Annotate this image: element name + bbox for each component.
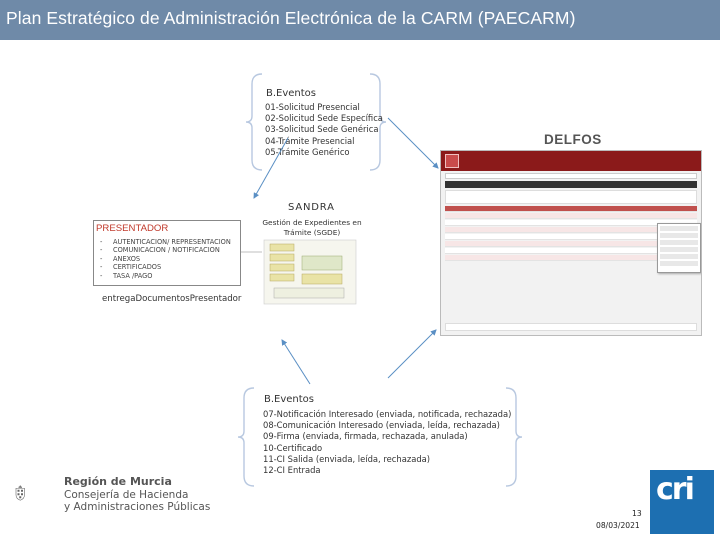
slide-date: 08/03/2021 <box>596 521 640 530</box>
app-select-bar <box>445 173 697 179</box>
page-number: 13 <box>632 509 642 518</box>
sandra-description: Gestión de Expedientes en Trámite (SGDE) <box>262 218 362 237</box>
app-context-menu <box>657 223 701 273</box>
entrega-documentos-label: entregaDocumentosPresentador <box>102 294 242 304</box>
delfos-app-screenshot <box>440 150 702 336</box>
list-item: 02-Solicitud Sede Específica <box>265 113 383 124</box>
region-logo-icon <box>445 154 459 168</box>
cri-logo-text: cri <box>656 472 693 507</box>
murcia-line1: Región de Murcia <box>64 475 172 488</box>
sgde-flow-diagram-icon <box>262 238 358 306</box>
region-murcia-crest-icon <box>14 458 64 528</box>
table-row <box>445 213 697 219</box>
events-bottom-title: B.Eventos <box>264 394 315 405</box>
list-item: 08-Comunicación Interesado (enviada, leída, rechazada) <box>263 420 500 431</box>
list-item: 04-Trámite Presencial <box>265 135 355 146</box>
list-item: - TASA /PAGO <box>100 272 231 280</box>
list-item: - CERTIFICADOS <box>100 263 231 271</box>
app-filters <box>445 190 697 204</box>
list-item: 05-Trámite Genérico <box>265 146 350 157</box>
murcia-line3: y Administraciones Públicas <box>64 501 211 513</box>
left-brace-bottom-icon <box>236 386 256 488</box>
presentador-title: PRESENTADOR <box>96 223 169 234</box>
list-item: - COMUNICACION / NOTIFICACION <box>100 246 231 254</box>
list-item: 01-Solicitud Presencial <box>265 102 360 112</box>
slide-title: Plan Estratégico de Administración Electrónica de la CARM (PAECARM) <box>6 8 576 28</box>
list-item: 12-CI Entrada <box>263 465 321 476</box>
app-header <box>441 151 701 171</box>
sandra-label: SANDRA <box>288 202 335 213</box>
events-bottom-list <box>263 409 511 476</box>
arrow-top-right <box>388 118 438 168</box>
arrow-bottom-left <box>282 340 310 384</box>
list-item: 03-Solicitud Sede Genérica <box>265 124 379 135</box>
app-pagination <box>445 323 697 331</box>
murcia-line2: Consejería de Hacienda <box>64 489 189 501</box>
list-item: 07-Notificación Interesado (enviada, notificada, rechazada) <box>263 409 512 419</box>
arrow-top-left <box>254 138 288 198</box>
region-murcia-text <box>64 475 210 513</box>
list-item: 10-Certificado <box>263 442 323 453</box>
app-tabs <box>445 181 697 188</box>
presentador-box <box>93 220 241 286</box>
list-item: 09-Firma (enviada, firmada, rechazada, anulada) <box>263 431 468 442</box>
list-item: - AUTENTICACION/ REPRESENTACION <box>100 238 231 246</box>
presentador-list <box>100 238 231 280</box>
list-item: - ANEXOS <box>100 255 231 263</box>
cri-logo <box>650 470 714 534</box>
delfos-label: DELFOS <box>544 132 602 147</box>
events-top-title: B.Eventos <box>266 88 317 99</box>
arrow-bottom-right <box>388 330 436 378</box>
list-item: 11-CI Salida (enviada, leída, rechazada) <box>263 453 431 464</box>
table-row <box>445 206 697 212</box>
